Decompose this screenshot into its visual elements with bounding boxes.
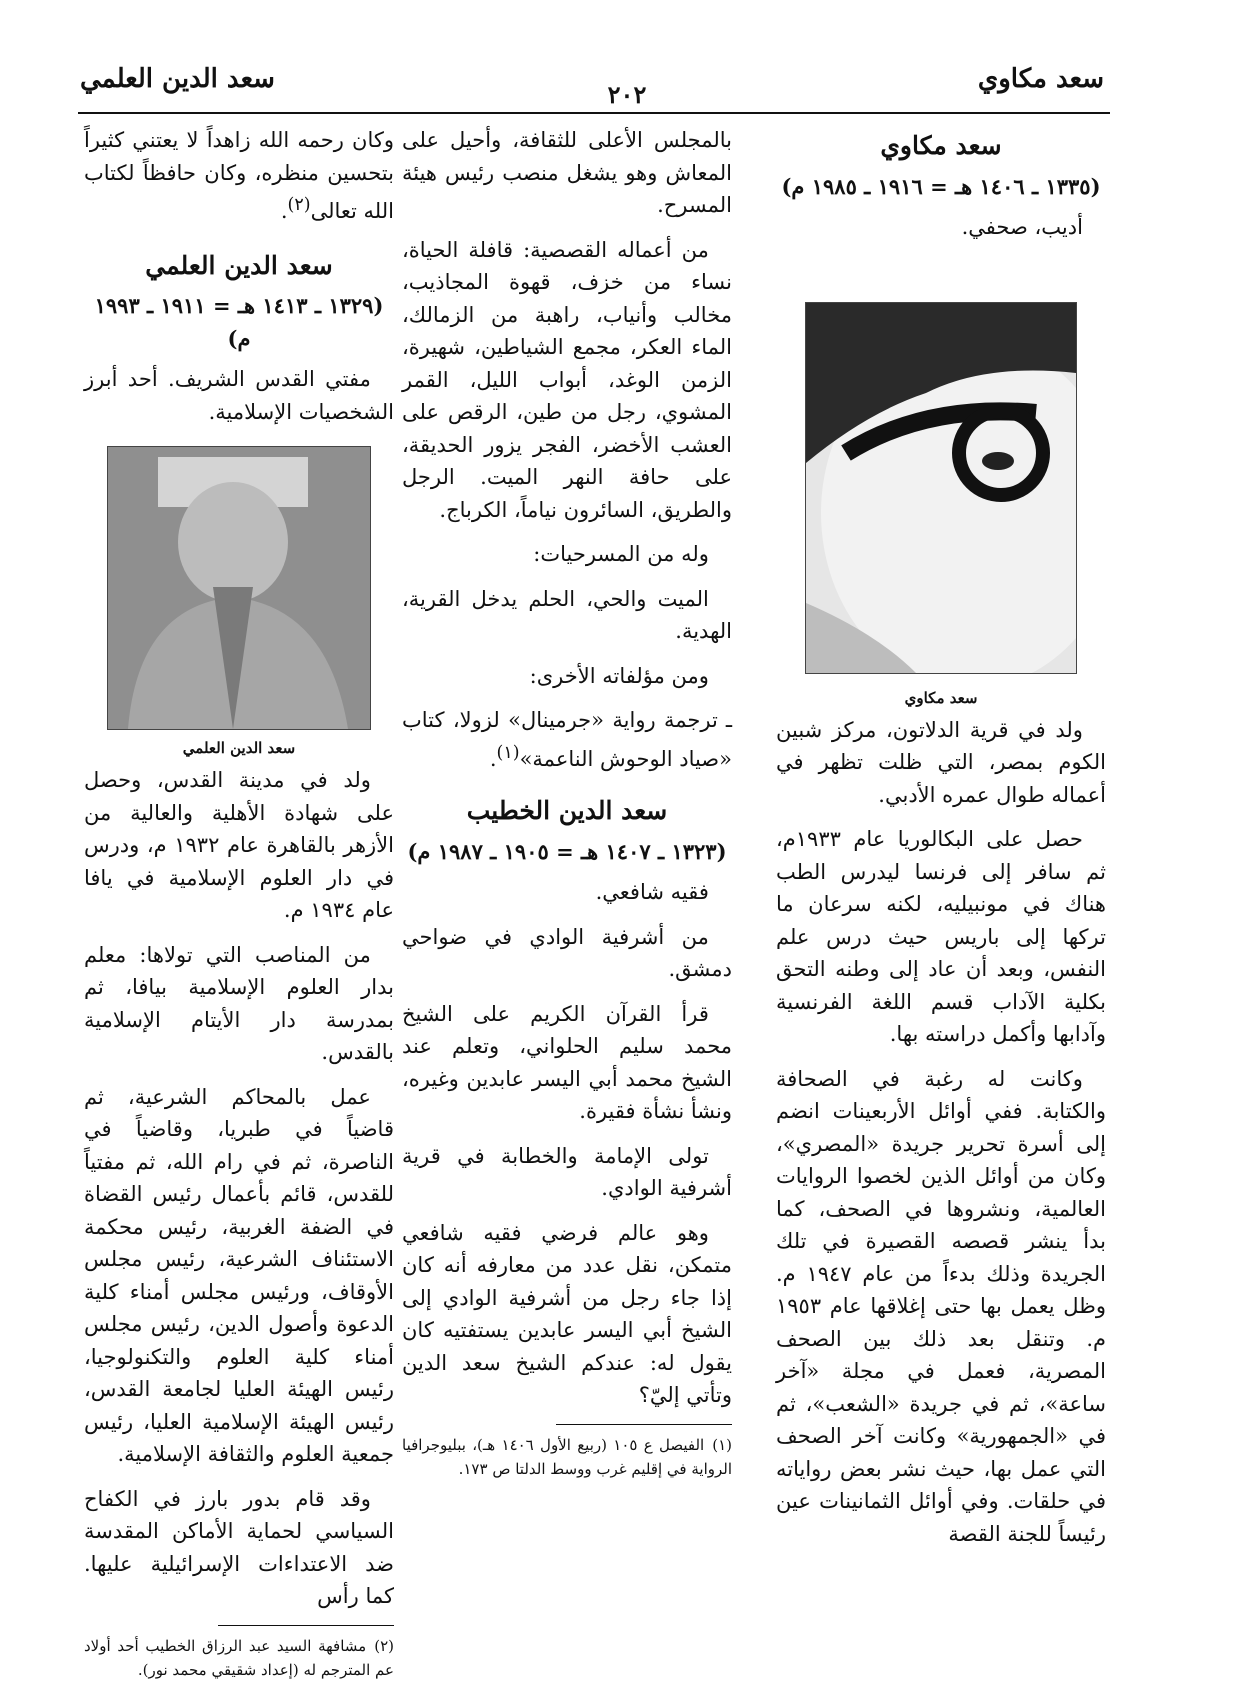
period: . (280, 199, 288, 223)
paragraph: وكانت له رغبة في الصحافة والكتابة. ففي أوائل الأربعينات انضم إلى أسرة تحرير جريدة «المصري»، وكان من أوائل الذين لخصوا الروايات العالمية، ونشروها في الصحف، كما بدأ ينشر قصصه القصيرة في تلك الجريدة وذلك بدءاً من عام ١٩٤٧ م. وظل يعمل بها حتى إغلاقها عام ١٩٥٣ م. وتنقل بعد ذلك بين الصحف المصرية، فعمل في مجلة «آخر ساعة»، ثم في جريدة «الشعب»، ثم في «الجمهورية» وكانت آخر الصحف التي عمل بها، حيث نشر بعض رواياته في حلقات. وفي أوائل الثمانينات عين رئيساً للجنة القصة (776, 1066, 1106, 1546)
footnote-rule (556, 1424, 732, 1425)
paragraph: بالمجلس الأعلى للثقافة، وأحيل على المعاش وهو يشغل منصب رئيس هيئة المسرح. (402, 128, 732, 217)
footnote-1 (402, 1433, 732, 1481)
page-number: ٢٠٢ (607, 80, 647, 109)
entry-dates-saad-aldin-alkhatib: (١٣٢٣ ـ ١٤٠٧ هـ = ١٩٠٥ ـ ١٩٨٧ م) (407, 838, 727, 864)
portrait-photo-saad-makkawi (805, 302, 1077, 674)
paragraph-plays: الميت والحي، الحلم يدخل القرية، الهدية. (402, 586, 732, 643)
paragraph (84, 124, 394, 228)
entry-name-saad-makkawi: سعد مكاوي (880, 131, 1002, 160)
paragraph-text: وكان رحمه الله زاهداً لا يعتني كثيراً بتحسين منظره، وكان حافظاً لكتاب الله تعالى (84, 128, 394, 223)
running-header-right: سعد مكاوي (977, 64, 1104, 94)
paragraph: من المناصب التي تولاها: معلم بدار العلوم الإسلامية بيافا، ثم بمدرسة دار الأيتام الإسلامية بالقدس. (84, 942, 394, 1064)
portrait-photo-saad-aldin-alalami (107, 446, 371, 730)
footnote-ref: (١) (496, 742, 520, 763)
column-right (776, 124, 1106, 1562)
footnote-rule (218, 1625, 394, 1626)
paragraph: عمل بالمحاكم الشرعية، ثم قاضياً في طبريا، وقاضياً في الناصرة، ثم في رام الله، ثم مفتياً للقدس، قائم بأعمال رئيس القضاة في الضفة الغربية، رئيس محكمة الاستئناف الشرعية، رئيس مجلس الأوقاف، ورئيس مجلس أمناء كلية الدعوة وأصول الدين، رئيس مجلس أمناء كلية العلوم والتكنولوجيا، رئيس الهيئة العليا لجامعة القدس، رئيس الهيئة الإسلامية العليا، رئيس جمعية العلوم والثقافة الإسلامية. (84, 1084, 394, 1466)
footnote-mark: (٢) (374, 1636, 394, 1655)
entry-description: أديب، صحفي. (961, 215, 1083, 239)
header-rule (78, 112, 1110, 114)
entry-description: مفتي القدس الشريف. أحد أبرز الشخصيات الإسلامية. (84, 367, 394, 424)
paragraph-plays-label: وله من المسرحيات: (533, 542, 709, 566)
paragraph: وهو عالم فرضي فقيه شافعي متمكن، نقل عدد من معارفه أنه كان إذا جاء رجل من أشرفية الوادي إلى الشيخ أبي اليسر عابدين يستفتيه كان يقول له: عندكم الشيخ سعد الدين وتأتي إليّ؟ (402, 1220, 732, 1407)
paragraph: حصل على البكالوريا عام ١٩٣٣م، ثم سافر إلى فرنسا ليدرس الطب هناك في مونبيليه، لكنه سرعان ما تركها إلى باريس حيث درس علم النفس، وبعد أن عاد إلى وطنه التحق بكلية الآداب قسم اللغة الفرنسية وآدابها وأكمل دراسته بها. (776, 827, 1106, 1046)
paragraph-stories: من أعماله القصصية: قافلة الحياة، نساء من خزف، قهوة المجاذيب، مخالب وأنياب، راهبة من الزمالك، الماء العكر، مجمع الشياطين، شهيرة، الزمن الوغد، أبواب الليل، القمر المشوي، رجل من طين، الرقص على العشب الأخضر، الفجر يزور الحديقة، على حافة النهر الميت. الرجل والطريق، السائرون نياماً، الكرباج. (402, 237, 732, 522)
portrait-illustration (108, 447, 370, 729)
list-dash: ـ (725, 708, 732, 732)
paragraph-other-label: ومن مؤلفاته الأخرى: (529, 663, 709, 688)
entry-name-saad-aldin-alkhatib: سعد الدين الخطيب (466, 796, 668, 825)
entry-name-saad-aldin-alalami: سعد الدين العلمي (145, 250, 333, 280)
photo-caption-saad-aldin-alalami: سعد الدين العلمي (182, 739, 296, 757)
footnote-mark: (١) (712, 1435, 732, 1454)
photo-caption-saad-makkawi: سعد مكاوي (904, 688, 978, 707)
footnote-text: مشافهة السيد عبد الرزاق الخطيب أحد أولاد عم المترجم له (إعداد شقيقي محمد نور). (84, 1636, 394, 1679)
column-left (84, 124, 394, 1694)
portrait-illustration (806, 303, 1076, 673)
column-middle (402, 124, 732, 1493)
paragraph: فقيه شافعي. (595, 880, 709, 904)
footnote-ref: (٢) (287, 195, 311, 215)
paragraph: وقد قام بدور بارز في الكفاح السياسي لحماية الأماكن المقدسة ضد الاعتداءات الإسرائيلية عليها. كما رأس (84, 1486, 394, 1608)
paragraph: تولى الإمامة والخطابة في قرية أشرفية الوادي. (402, 1143, 732, 1200)
paragraph: ولد في قرية الدلاتون، مركز شبين الكوم بمصر، التي ظلت تظهر في أعماله طوال عمره الأدبي. (776, 717, 1106, 807)
footnote-text: الفيصل ع ١٠٥ (ربيع الأول ١٤٠٦ هـ)، ببليوجرافيا الرواية في إقليم غرب ووسط الدلتا ص ١٧٣. (402, 1435, 732, 1478)
entry-dates-saad-makkawi: (١٣٣٥ ـ ١٤٠٦ هـ = ١٩١٦ ـ ١٩٨٥ م) (781, 173, 1101, 199)
paragraph: قرأ القرآن الكريم على الشيخ محمد سليم الحلواني، وتعلم عند الشيخ محمد أبي اليسر عابدين وغيره، ونشأ نشأة فقيرة. (402, 1001, 732, 1123)
paragraph: من أشرفية الوادي في ضواحي دمشق. (402, 924, 732, 981)
period: . (489, 746, 497, 771)
entry-dates-saad-aldin-alalami: (١٣٢٩ ـ ١٤١٣ هـ = ١٩١١ ـ ١٩٩٣ م) (94, 293, 384, 351)
paragraph-other-works (402, 704, 732, 775)
other-works-text: ترجمة رواية «جرمينال» لزولا، كتاب «صياد الوحوش الناعمة» (402, 708, 732, 771)
paragraph: ولد في مدينة القدس، وحصل على شهادة الأهلية والعالية من الأزهر بالقاهرة عام ١٩٣٢ م، ودرس في دار العلوم الإسلامية في يافا عام ١٩٣٤ م. (84, 768, 394, 922)
running-header-left: سعد الدين العلمي (80, 64, 275, 94)
